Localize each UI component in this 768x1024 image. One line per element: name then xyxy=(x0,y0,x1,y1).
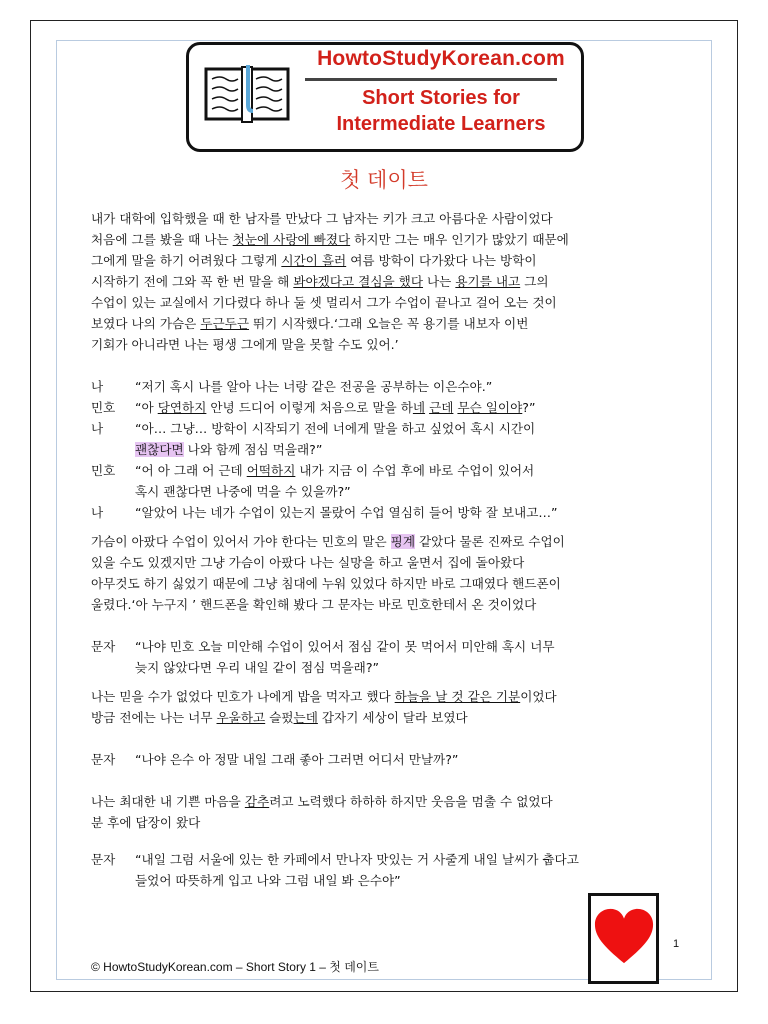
subtitle-line-2: Intermediate Learners xyxy=(336,113,546,135)
header-subtitle xyxy=(301,85,581,137)
text-line xyxy=(91,812,691,833)
speaker-label: 문자 xyxy=(91,752,116,767)
speaker-label xyxy=(91,439,135,460)
subtitle-line-1: Short Stories for xyxy=(362,87,520,109)
underlined-vocab: 무슨 일이야 xyxy=(457,400,523,415)
dialogue-line xyxy=(91,749,691,770)
text-run: 여름 방학이 다가왔다 나는 방학이 xyxy=(346,253,537,268)
text-line xyxy=(91,573,691,594)
text-line xyxy=(91,229,691,250)
text-run: 시작하기 전에 그와 꼭 한 번 말을 해 xyxy=(91,274,294,289)
text-run: 갑자기 세상이 달라 보였다 xyxy=(317,710,468,725)
text-run: 려고 노력했다 하하하 하지만 웃음을 멈출 수 없었다 xyxy=(269,794,553,809)
text-run: 내가 지금 이 수업 후에 바로 수업이 있어서 xyxy=(295,463,535,478)
underlined-vocab: 두근두근 xyxy=(200,316,250,331)
text-run: “아 xyxy=(135,400,158,415)
dialogue-line xyxy=(91,418,691,439)
speaker-label: 민호 xyxy=(91,463,116,478)
underlined-vocab: 봐야겠다고 결심을 했다 xyxy=(293,274,424,289)
text-run: 있을 수도 있겠지만 그냥 가슴이 아팠다 나는 실망을 하고 울면서 집에 돌아왔다 xyxy=(91,555,525,570)
dialogue-line xyxy=(91,481,691,502)
text-run: 내가 대학에 입학했을 때 한 남자를 만났다 그 남자는 키가 크고 아름다운 사람이었다 xyxy=(91,211,553,226)
text-run: 처음에 그를 봤을 때 나는 xyxy=(91,232,233,247)
dialogue-text xyxy=(135,460,534,481)
speaker-label: 문자 xyxy=(91,852,116,867)
speaker-label xyxy=(91,481,135,502)
paragraph-2 xyxy=(91,531,691,615)
text-run: 나는 최대한 내 기쁜 마음을 xyxy=(91,794,245,809)
header-banner xyxy=(186,42,584,152)
heart-icon xyxy=(593,906,655,966)
dialogue-line xyxy=(91,636,691,657)
dialogue-text xyxy=(135,481,351,502)
paragraph-4 xyxy=(91,791,691,833)
dialogue-line xyxy=(91,870,691,891)
dialogue-text xyxy=(135,749,458,770)
dialogue-line xyxy=(91,460,691,481)
speaker-label xyxy=(91,657,135,678)
paragraph-1 xyxy=(91,208,691,355)
dialogue-line xyxy=(91,657,691,678)
text-message-3 xyxy=(91,849,691,891)
text-run: “나야 은수 아 정말 내일 그래 좋아 그러면 어디서 만날까?” xyxy=(135,752,459,767)
dialogue-text xyxy=(135,439,322,460)
text-line xyxy=(91,594,691,615)
dialogue-text xyxy=(135,418,535,439)
text-run: “알았어 나는 네가 수업이 있는지 몰랐어 수업 열심히 들어 방학 잘 보내고…” xyxy=(135,505,558,520)
story-title: 첫 데이트 xyxy=(340,168,428,192)
text-run: 방금 전에는 나는 너무 xyxy=(91,710,217,725)
text-run: “아… 그냥… 방학이 시작되기 전에 너에게 말을 하고 싶었어 혹시 시간이 xyxy=(135,421,536,436)
text-run: 하지만 그는 매우 인기가 많았기 때문에 xyxy=(350,232,569,247)
dialogue-text xyxy=(135,502,557,523)
text-run: ?” xyxy=(522,400,536,415)
speaker-label: 문자 xyxy=(91,639,116,654)
text-run: 울렸다.‘아 누구지 ’ 핸드폰을 확인해 봤다 그 문자는 바로 민호한테서 온 것이었다 xyxy=(91,597,537,612)
text-line xyxy=(91,552,691,573)
dialogue-1 xyxy=(91,376,691,523)
underlined-vocab: 우울하고 xyxy=(216,710,266,725)
text-run: 들었어 따뜻하게 입고 나와 그럼 내일 봐 은수야” xyxy=(135,873,401,888)
dialogue-text xyxy=(135,636,555,657)
text-run: 혹시 괜찮다면 나중에 먹을 수 있을까?” xyxy=(135,484,351,499)
underlined-vocab: 당연하지 xyxy=(157,400,207,415)
text-line xyxy=(91,334,691,355)
text-run: 안녕 드디어 이렇게 처음으로 말을 하 xyxy=(206,400,413,415)
underlined-vocab: 하늘을 날 것 같은 기분 xyxy=(394,689,521,704)
text-run: 나는 xyxy=(423,274,456,289)
underlined-vocab: 시간이 흘러 xyxy=(281,253,347,268)
open-book-icon xyxy=(204,65,290,125)
dialogue-text xyxy=(135,657,379,678)
speaker-label: 나 xyxy=(91,421,104,436)
underlined-vocab: 네 xyxy=(412,400,426,415)
text-run: 가슴이 아팠다 수업이 있어서 가야 한다는 민호의 말은 xyxy=(91,534,391,549)
text-line xyxy=(91,686,691,707)
dialogue-line xyxy=(91,376,691,397)
text-run: “어 아 그래 어 근데 xyxy=(135,463,247,478)
speaker-label: 나 xyxy=(91,379,104,394)
text-message-2 xyxy=(91,749,691,770)
footer-copyright: © HowtoStudyKorean.com – Short Story 1 – 첫 데이트 xyxy=(91,960,379,974)
underlined-vocab: 용기를 내고 xyxy=(455,274,521,289)
text-run: 분 후에 답장이 왔다 xyxy=(91,815,201,830)
text-run: 같았다 물론 진짜로 수업이 xyxy=(415,534,565,549)
text-message-1 xyxy=(91,636,691,678)
highlighted-vocab: 핑계 xyxy=(390,534,416,549)
site-name: HowtoStudyKorean.com xyxy=(317,47,565,70)
dialogue-line xyxy=(91,439,691,460)
underlined-vocab: 근데 xyxy=(429,400,454,415)
text-run: “내일 그럼 서울에 있는 한 카페에서 만나자 맛있는 거 사줄게 내일 날씨가 춥다고 xyxy=(135,852,579,867)
text-run: 아무것도 하기 싫었기 때문에 그냥 침대에 누워 있었다 하지만 바로 그때였다 핸드폰이 xyxy=(91,576,561,591)
page-number: 1 xyxy=(673,938,680,950)
text-run: 나와 함께 점심 먹을래?” xyxy=(183,442,323,457)
text-line xyxy=(91,707,691,728)
dialogue-text xyxy=(135,870,401,891)
speaker-label xyxy=(91,870,135,891)
text-line xyxy=(91,292,691,313)
speaker-label: 민호 xyxy=(91,400,116,415)
text-run: 수업이 있는 교실에서 기다렸다 하나 둘 셋 멀리서 그가 수업이 끝나고 걸어 오는 것이 xyxy=(91,295,557,310)
text-run: 기회가 아니라면 나는 평생 그에게 말을 못할 수도 있어.’ xyxy=(91,337,399,352)
paragraph-3 xyxy=(91,686,691,728)
text-run: 나는 믿을 수가 없었다 민호가 나에게 밥을 먹자고 했다 xyxy=(91,689,395,704)
text-run: 그에게 말을 하기 어려웠다 그렇게 xyxy=(91,253,282,268)
text-line xyxy=(91,271,691,292)
text-run: 이었다 xyxy=(520,689,557,704)
header-divider xyxy=(305,78,557,81)
text-run: 뛰기 시작했다.‘그래 오늘은 꼭 용기를 내보자 이번 xyxy=(249,316,529,331)
text-line xyxy=(91,208,691,229)
text-run: “저기 혹시 나를 알아 나는 너랑 같은 전공을 공부하는 이은수야.” xyxy=(135,379,493,394)
highlighted-vocab: 괜찮다면 xyxy=(135,442,184,457)
dialogue-line xyxy=(91,849,691,870)
text-line xyxy=(91,791,691,812)
dialogue-text xyxy=(135,849,579,870)
text-run: 그의 xyxy=(520,274,549,289)
text-line xyxy=(91,531,691,552)
speaker-label: 나 xyxy=(91,505,104,520)
dialogue-text xyxy=(135,397,536,418)
underlined-vocab: 는데 xyxy=(293,710,318,725)
text-run: 슬펐 xyxy=(265,710,294,725)
dialogue-line xyxy=(91,397,691,418)
underlined-vocab: 첫눈에 사랑에 빠졌다 xyxy=(232,232,351,247)
heart-image xyxy=(588,893,659,984)
text-run: 보였다 나의 가슴은 xyxy=(91,316,201,331)
underlined-vocab: 어떡하지 xyxy=(246,463,296,478)
text-run: 늦지 않았다면 우리 내일 같이 점심 먹을래?” xyxy=(135,660,380,675)
text-line xyxy=(91,250,691,271)
underlined-vocab: 감추 xyxy=(244,794,270,809)
text-run: “나야 민호 오늘 미안해 수업이 있어서 점심 같이 못 먹어서 미안해 혹시 너무 xyxy=(135,639,555,654)
dialogue-text xyxy=(135,376,492,397)
text-line xyxy=(91,313,691,334)
dialogue-line xyxy=(91,502,691,523)
